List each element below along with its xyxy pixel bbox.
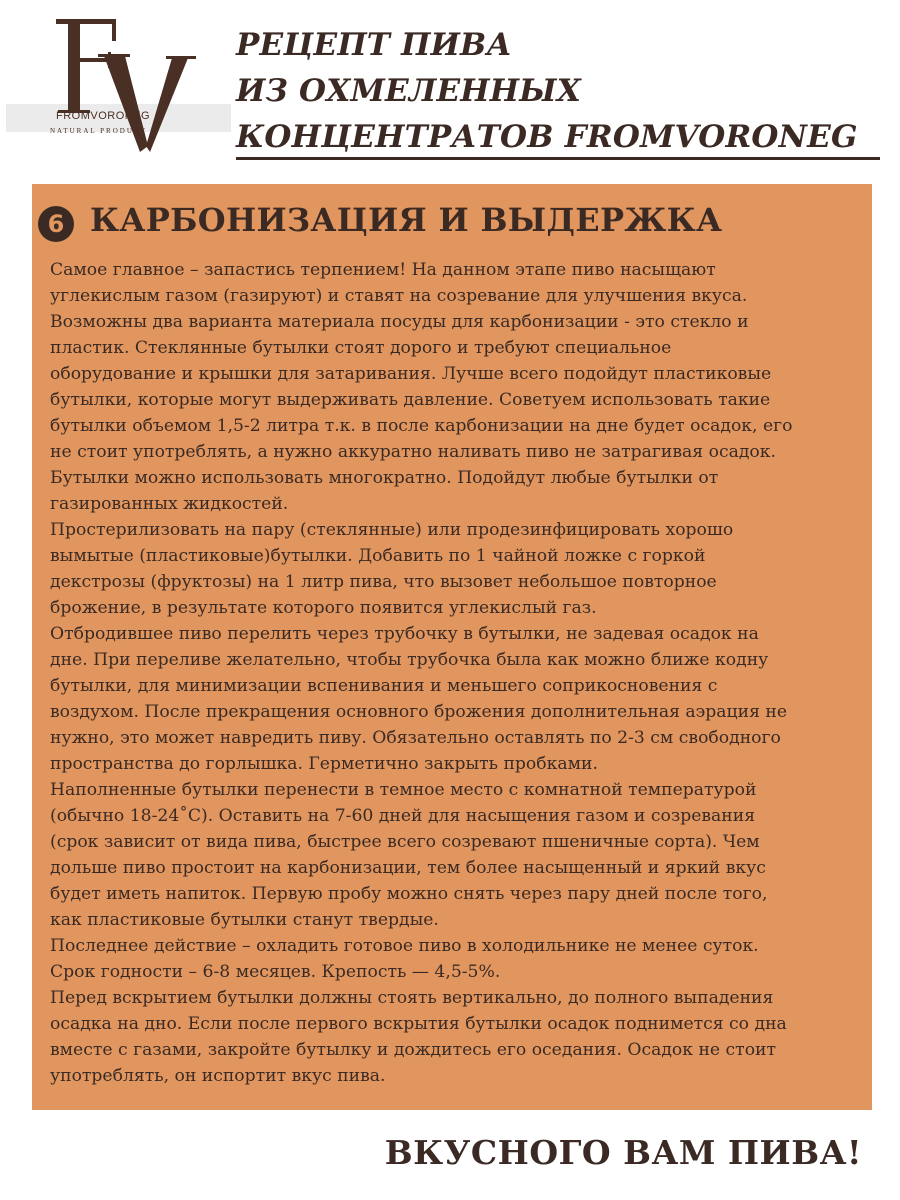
body-line: пространства до горлышка. Герметично закрыть пробками. [50, 754, 598, 774]
body-line: (срок зависит от вида пива, быстрее всего созревают пшеничные сорта). Чем [50, 832, 760, 852]
recipe-step-panel [32, 184, 872, 1110]
title-line: КОНЦЕНТРАТОВ FROMVORONEG [236, 119, 858, 155]
body-line: Наполненные бутылки перенести в темное место с комнатной температурой [50, 780, 757, 800]
body-line: осадка на дно. Если после первого вскрытия бутылки осадок поднимется со дна [50, 1014, 787, 1034]
logo-tagline: NATURAL PRODUCT [50, 127, 147, 135]
section-body [50, 257, 860, 1089]
body-line: не стоит употреблять, а нужно аккуратно наливать пиво не затрагивая осадок. [50, 442, 776, 462]
body-line: Возможны два варианта материала посуды для карбонизации - это стекло и [50, 312, 749, 332]
step-number-badge: 6 [38, 206, 74, 242]
body-line: декстрозы (фруктозы) на 1 литр пива, что вызовет небольшое повторное [50, 572, 717, 592]
body-line: оборудование и крышки для затаривания. Лучше всего подойдут пластиковые [50, 364, 772, 384]
title-line: РЕЦЕПТ ПИВА [236, 27, 512, 63]
body-line: Отбродившее пиво перелить через трубочку в бутылки, не задевая осадок на [50, 624, 759, 644]
body-line: (обычно 18-24˚С). Оставить на 7-60 дней для насыщения газом и созревания [50, 806, 756, 826]
body-line: газированных жидкостей. [50, 494, 289, 514]
body-line: как пластиковые бутылки станут твердые. [50, 910, 439, 930]
fv-monogram-icon [0, 0, 240, 160]
body-line: воздухом. После прекращения основного брожения дополнительная аэрация не [50, 702, 787, 722]
body-line: Последнее действие – охладить готовое пиво в холодильнике не менее суток. [50, 936, 759, 956]
body-line: брожение, в результате которого появится углекислый газ. [50, 598, 597, 618]
body-line: пластик. Стеклянные бутылки стоят дорого и требуют специальное [50, 338, 672, 358]
body-line: Бутылки можно использовать многократно. Подойдут любые бутылки от [50, 468, 719, 488]
page-title [236, 22, 886, 160]
body-line: бутылки, которые могут выдерживать давление. Советуем использовать такие [50, 390, 771, 410]
body-line: дне. При переливе желательно, чтобы трубочка была как можно ближе кодну [50, 650, 769, 670]
closing-message: ВКУСНОГО ВАМ ПИВА! [384, 1133, 862, 1172]
brand-logo [0, 0, 240, 160]
body-line: Перед вскрытием бутылки должны стоять вертикально, до полного выпадения [50, 988, 774, 1008]
body-line: Срок годности – 6-8 месяцев. Крепость — 4,5-5%. [50, 962, 501, 982]
body-line: нужно, это может навредить пиву. Обязательно оставлять по 2-3 см свободного [50, 728, 781, 748]
logo-brand-name: FROMVORONEG [56, 110, 151, 122]
body-line: вместе с газами, закройте бутылку и дождитесь его оседания. Осадок не стоит [50, 1040, 777, 1060]
body-line: бутылки объемом 1,5-2 литра т.к. в после карбонизации на дне будет осадок, его [50, 416, 793, 436]
body-line: бутылки, для минимизации вспенивания и меньшего соприкосновения с [50, 676, 718, 696]
body-line: Самое главное – запастись терпением! На данном этапе пиво насыщают [50, 260, 716, 280]
title-line: ИЗ ОХМЕЛЕННЫХ [236, 73, 581, 109]
section-heading: КАРБОНИЗАЦИЯ И ВЫДЕРЖКА [90, 201, 723, 239]
body-line: будет иметь напиток. Первую пробу можно снять через пару дней после того, [50, 884, 768, 904]
body-line: вымытые (пластиковые)бутылки. Добавить по 1 чайной ложке с горкой [50, 546, 706, 566]
body-line: употреблять, он испортит вкус пива. [50, 1066, 386, 1086]
title-underline [236, 157, 880, 160]
body-line: дольше пиво простоит на карбонизации, тем более насыщенный и яркий вкус [50, 858, 766, 878]
body-line: углекислым газом (газируют) и ставят на созревание для улучшения вкуса. [50, 286, 748, 306]
body-line: Простерилизовать на пару (стеклянные) или продезинфицировать хорошо [50, 520, 734, 540]
